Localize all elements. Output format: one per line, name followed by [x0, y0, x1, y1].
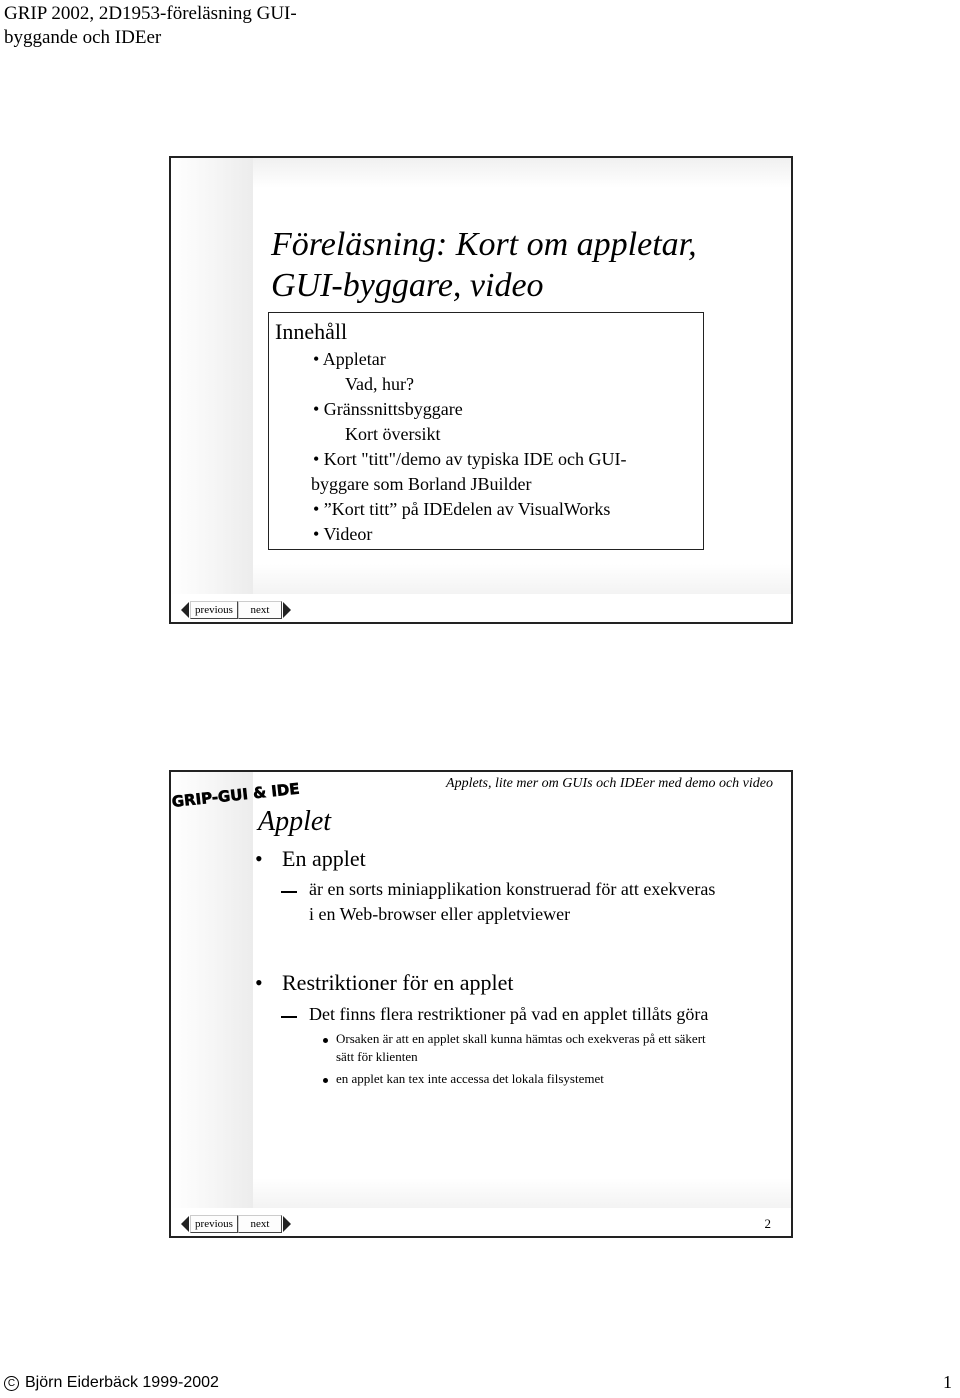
next-button[interactable]: next [238, 1215, 282, 1233]
footer-copyright [4, 1374, 219, 1392]
next-button[interactable]: next [238, 601, 282, 619]
bullet-1-sub-line1: är en sorts miniapplikation konstruerad för att exekveras [309, 879, 716, 899]
contents-item: • ”Kort titt” på IDEdelen av VisualWorks [313, 499, 611, 519]
footer-author: Björn Eiderbäck 1999-2002 [25, 1374, 219, 1391]
footer-page-number: 1 [943, 1372, 952, 1392]
previous-arrow-icon[interactable] [181, 1216, 189, 1232]
document-header-line1: GRIP 2002, 2D1953-föreläsning GUI- [4, 3, 297, 24]
bullet-2-sub: Det finns flera restriktioner på vad en applet tillåts göra [309, 1004, 709, 1024]
logo-text: GRIP-GUI & IDE [170, 779, 301, 811]
contents-item: • Appletar [313, 349, 386, 369]
previous-button[interactable]: previous [190, 601, 238, 619]
slide-side-strip [171, 158, 253, 594]
slide-title [271, 224, 697, 306]
contents-subitem: Vad, hur? [345, 374, 414, 394]
contents-item-continuation: byggare som Borland JBuilder [311, 474, 532, 494]
contents-subitem: Kort översikt [345, 424, 441, 444]
contents-heading: Innehåll [275, 319, 348, 344]
bullet-1-text: En applet [282, 846, 366, 871]
contents-item: • Kort "titt"/demo av typiska IDE och GUI- [313, 449, 627, 469]
next-arrow-icon[interactable] [283, 1216, 291, 1232]
previous-arrow-icon[interactable] [181, 602, 189, 618]
next-arrow-icon[interactable] [283, 602, 291, 618]
bullet-2-text: Restriktioner för en applet [282, 970, 514, 995]
slide-bottom-band [253, 564, 791, 594]
slide-title-line2: GUI-byggare, video [271, 267, 544, 304]
slide-side-strip [171, 772, 253, 1208]
document-header-line2: byggande och IDEer [4, 27, 162, 48]
grip-gui-ide-logo [169, 774, 301, 811]
contents-item: • Videor [313, 524, 373, 544]
bullet-icon: • [255, 970, 263, 995]
slide-page-number: 2 [764, 1216, 771, 1231]
previous-button[interactable]: previous [190, 1215, 238, 1233]
slide-2 [169, 770, 793, 1238]
bullet-1-sub-line2: i en Web-browser eller appletviewer [309, 904, 571, 924]
bullet-2-sub1-line1: Orsaken är att en applet skall kunna hämtas och exekveras på ett säkert [336, 1031, 706, 1046]
slide-navigation [181, 600, 291, 620]
slide-bottom-band [253, 1178, 791, 1208]
bullet-icon [323, 1038, 328, 1043]
bullet-icon: • [255, 846, 263, 871]
dash-icon [281, 891, 297, 893]
slide-navigation [181, 1214, 291, 1234]
slide-subtitle: Applets, lite mer om GUIs och IDEer med demo och video [446, 776, 773, 791]
contents-item: • Gränssnittsbyggare [313, 399, 463, 419]
document-header [4, 2, 297, 50]
contents-box [268, 312, 704, 550]
bullet-icon [323, 1078, 328, 1083]
bullet-2-sub2: en applet kan tex inte accessa det lokala filsystemet [336, 1071, 604, 1086]
slide-title: Applet [258, 806, 332, 837]
dash-icon [281, 1016, 297, 1018]
bullet-2-sub1-line2: sätt för klienten [336, 1049, 418, 1064]
slide-title-line1: Föreläsning: Kort om appletar, [271, 226, 697, 263]
copyright-icon: C [4, 1376, 19, 1391]
slide-1 [169, 156, 793, 624]
slide-top-band [253, 158, 791, 188]
